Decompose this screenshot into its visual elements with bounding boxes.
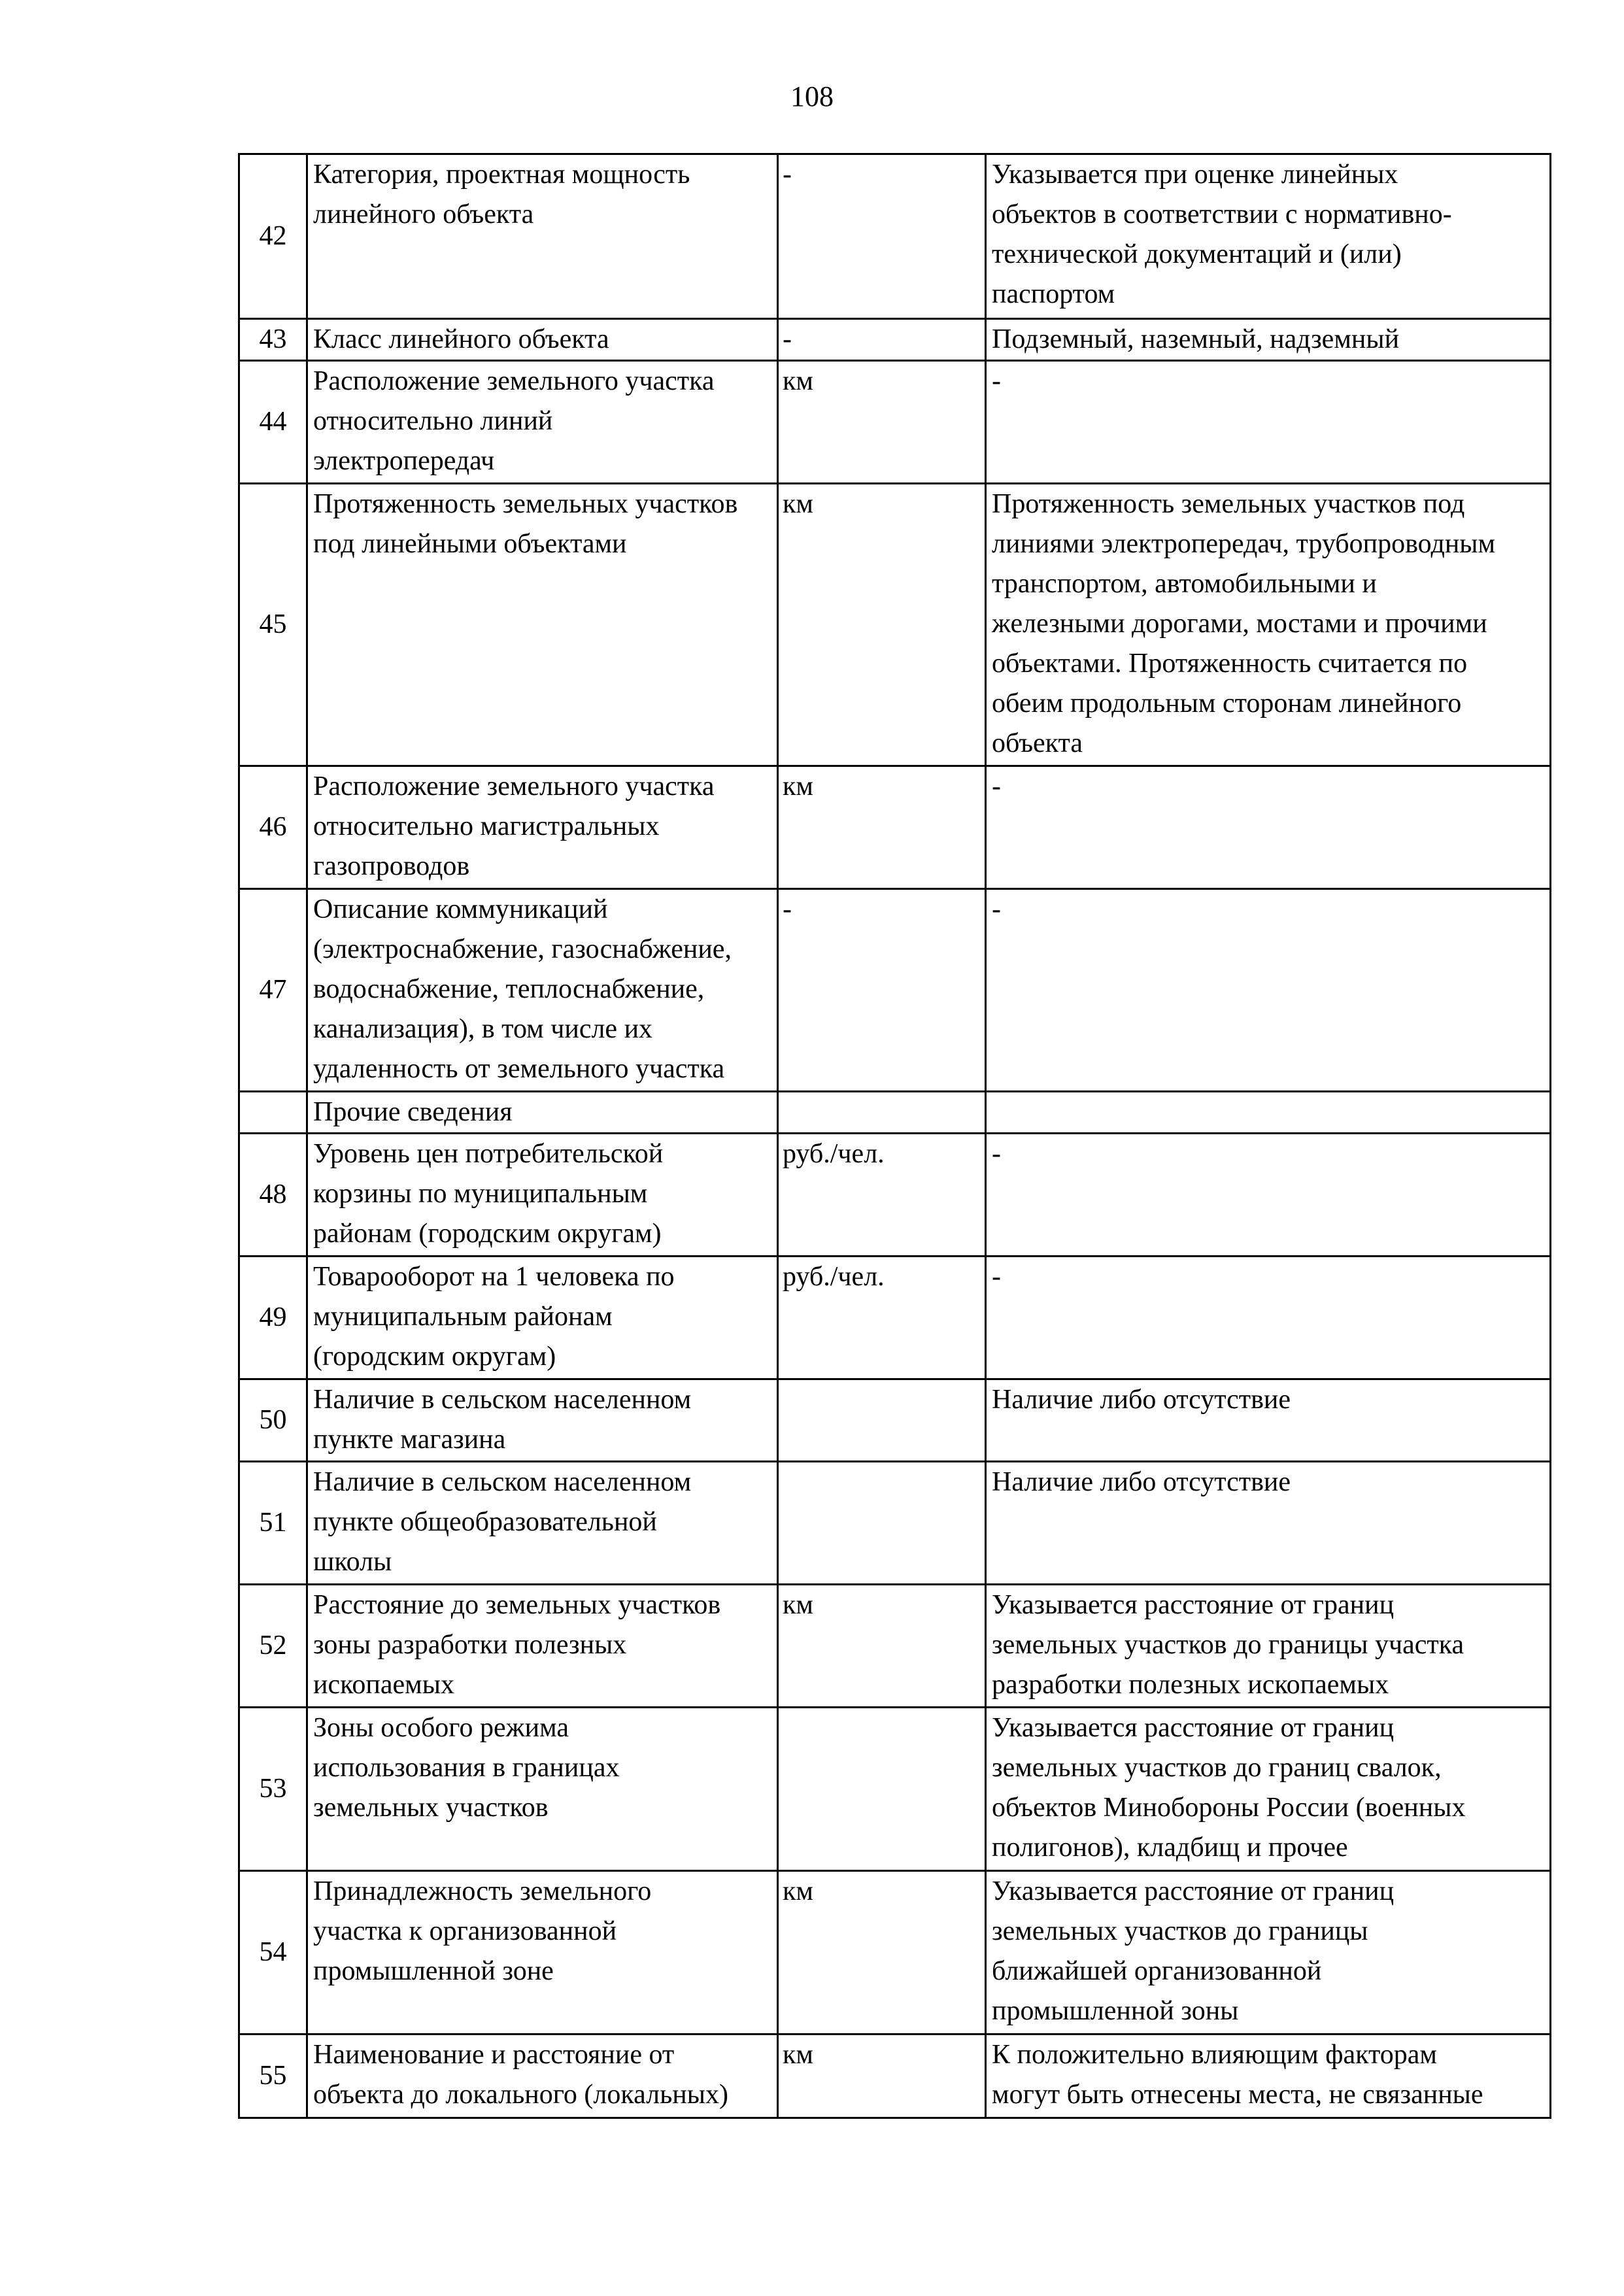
table-row [239, 1462, 1551, 1585]
row-note: - [986, 361, 1551, 484]
table-row [239, 1379, 1551, 1462]
row-name: Класс линейного объекта [307, 319, 778, 361]
row-unit [778, 1708, 986, 1871]
row-unit [778, 1379, 986, 1462]
table-row [239, 1134, 1551, 1257]
row-number: 49 [239, 1257, 307, 1379]
row-note: Наличие либо отсутствие [986, 1379, 1551, 1462]
row-note: Протяженность земельных участков под линиями электропередач, трубопроводным транспортом, автомобильными и железными дорогами, мостами и прочими объектами. Протяженность считается по обеим продольным сторонам линейного объекта [986, 484, 1551, 766]
row-unit: км [778, 766, 986, 889]
table-row [239, 361, 1551, 484]
attributes-table [238, 153, 1551, 2119]
row-unit [778, 1092, 986, 1134]
row-name: Протяженность земельных участков под линейными объектами [307, 484, 778, 766]
table-row [239, 1257, 1551, 1379]
row-unit: км [778, 484, 986, 766]
row-number: 45 [239, 484, 307, 766]
row-number: 51 [239, 1462, 307, 1585]
row-note: Указывается при оценке линейных объектов в соответствии с нормативно- технической документаций и (или) паспортом [986, 154, 1551, 319]
row-number: 50 [239, 1379, 307, 1462]
row-number: 52 [239, 1585, 307, 1708]
row-name: Наличие в сельском населенном пункте общеобразовательной школы [307, 1462, 778, 1585]
table-row [239, 1585, 1551, 1708]
table-row [239, 154, 1551, 319]
row-note: - [986, 889, 1551, 1092]
row-number: 46 [239, 766, 307, 889]
row-unit: км [778, 1871, 986, 2034]
row-note: - [986, 766, 1551, 889]
row-note: - [986, 1257, 1551, 1379]
row-name: Расстояние до земельных участков зоны разработки полезных ископаемых [307, 1585, 778, 1708]
row-unit: - [778, 154, 986, 319]
row-unit: - [778, 889, 986, 1092]
row-name: Категория, проектная мощность линейного объекта [307, 154, 778, 319]
row-unit: км [778, 2034, 986, 2118]
row-note [986, 1092, 1551, 1134]
table-row [239, 766, 1551, 889]
row-note: К положительно влияющим факторам могут быть отнесены места, не связанные [986, 2034, 1551, 2118]
section-header-row [239, 1092, 1551, 1134]
table-row [239, 1871, 1551, 2034]
table-body [239, 154, 1551, 2118]
row-number: 55 [239, 2034, 307, 2118]
row-number: 53 [239, 1708, 307, 1871]
table-row [239, 319, 1551, 361]
row-note: - [986, 1134, 1551, 1257]
table-row [239, 2034, 1551, 2118]
row-name: Расположение земельного участка относительно линий электропередач [307, 361, 778, 484]
row-note: Указывается расстояние от границ земельных участков до границ свалок, объектов Минобороны России (военных полигонов), кладбищ и прочее [986, 1708, 1551, 1871]
row-number: 43 [239, 319, 307, 361]
row-number: 47 [239, 889, 307, 1092]
row-number: 44 [239, 361, 307, 484]
row-name: Уровень цен потребительской корзины по муниципальным районам (городским округам) [307, 1134, 778, 1257]
row-number: 42 [239, 154, 307, 319]
row-unit: км [778, 361, 986, 484]
row-name: Наименование и расстояние от объекта до локального (локальных) [307, 2034, 778, 2118]
row-name: Расположение земельного участка относительно магистральных газопроводов [307, 766, 778, 889]
row-unit: км [778, 1585, 986, 1708]
table-row [239, 484, 1551, 766]
row-unit: руб./чел. [778, 1257, 986, 1379]
row-name: Описание коммуникаций (электроснабжение, газоснабжение, водоснабжение, теплоснабжение, канализация), в том числе их удаленность от земельного участка [307, 889, 778, 1092]
row-name: Принадлежность земельного участка к организованной промышленной зоне [307, 1871, 778, 2034]
row-unit [778, 1462, 986, 1585]
row-number: 54 [239, 1871, 307, 2034]
row-number: 48 [239, 1134, 307, 1257]
row-name: Товарооборот на 1 человека по муниципальным районам (городским округам) [307, 1257, 778, 1379]
section-title: Прочие сведения [307, 1092, 778, 1134]
row-name: Наличие в сельском населенном пункте магазина [307, 1379, 778, 1462]
table-row [239, 889, 1551, 1092]
row-name: Зоны особого режима использования в границах земельных участков [307, 1708, 778, 1871]
row-unit: - [778, 319, 986, 361]
table-row [239, 1708, 1551, 1871]
row-note: Наличие либо отсутствие [986, 1462, 1551, 1585]
row-number [239, 1092, 307, 1134]
page-number: 108 [790, 80, 834, 112]
row-unit: руб./чел. [778, 1134, 986, 1257]
row-note: Указывается расстояние от границ земельных участков до границы участка разработки полезных ископаемых [986, 1585, 1551, 1708]
row-note: Подземный, наземный, надземный [986, 319, 1551, 361]
row-note: Указывается расстояние от границ земельных участков до границы ближайшей организованной промышленной зоны [986, 1871, 1551, 2034]
